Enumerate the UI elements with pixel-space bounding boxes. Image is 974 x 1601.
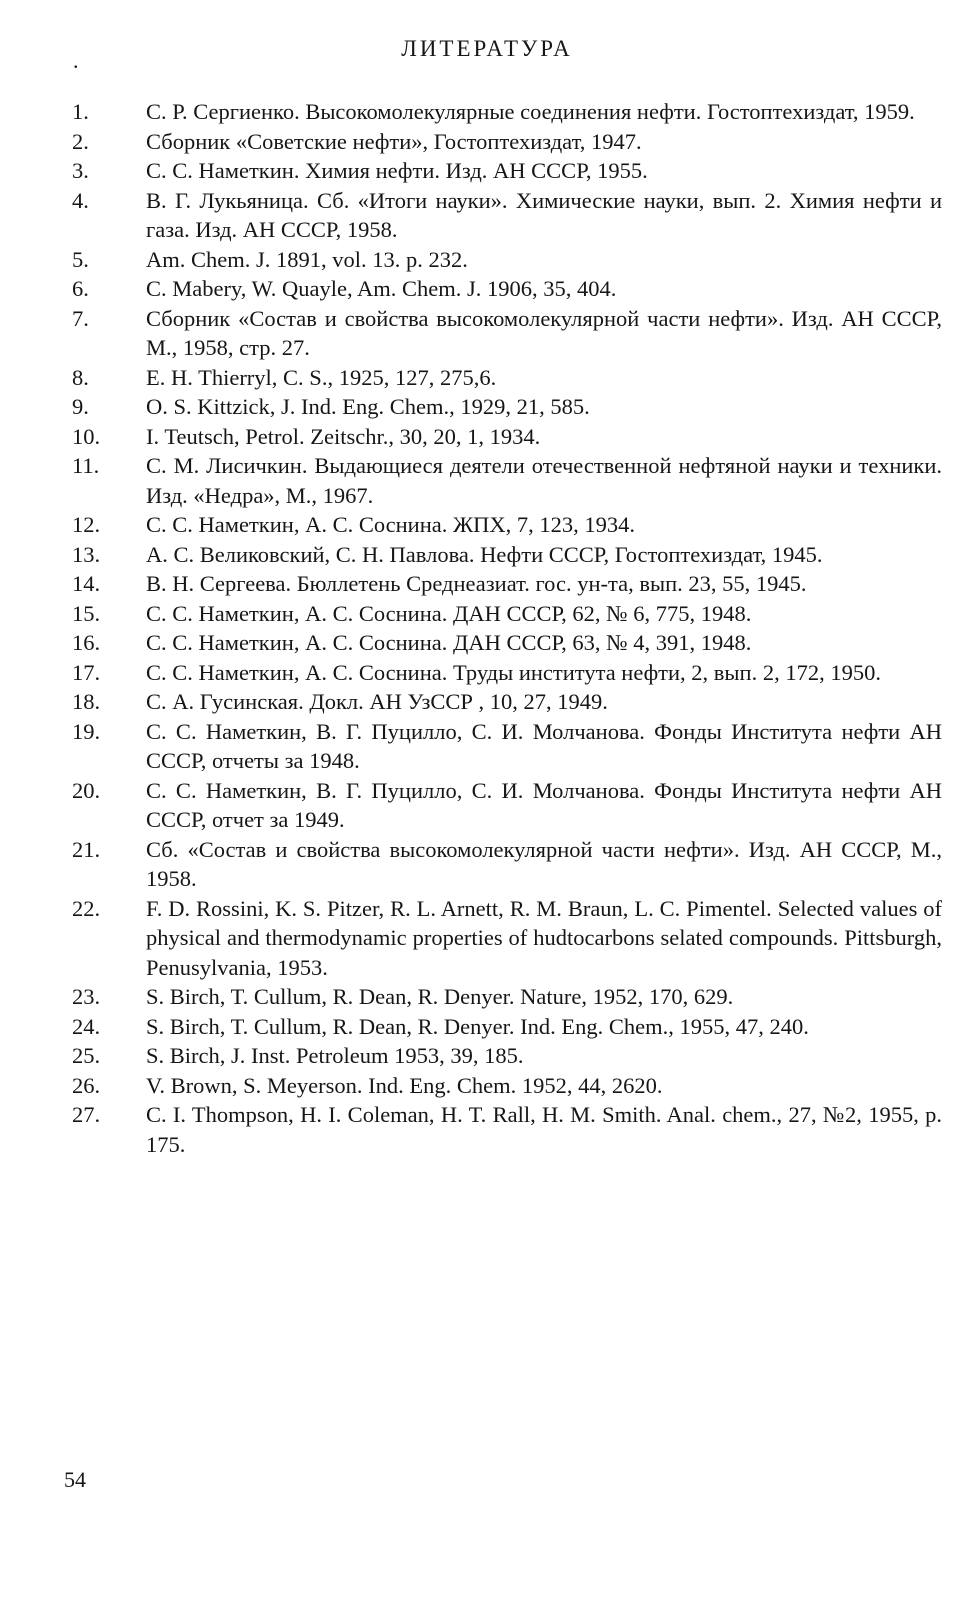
reference-number: 11. [72,453,100,478]
reference-item [72,776,942,835]
reference-item [72,835,942,894]
reference-text: С. С. Наметкин, А. С. Соснина. ДАН СССР, 62, № 6, 775, 1948. [146,600,752,626]
reference-item [72,982,942,1012]
reference-text: С. С. Наметкин, А. С. Соснина. Труды института нефти, 2, вып. 2, 172, 1950. [146,659,881,685]
reference-number: 6. [72,276,89,301]
reference-text: S. Birch, J. Inst. Petroleum 1953, 39, 185. [146,1043,524,1068]
reference-item [72,1012,942,1042]
reference-number: 22. [72,895,101,921]
reference-number: 2. [72,128,89,154]
reference-number: 24. [72,1013,101,1039]
reference-item [72,451,942,510]
reference-text: В. Н. Сергеева. Бюллетень Среднеазиат. гос. ун-та, вып. 23, 55, 1945. [146,571,807,596]
reference-text: S. Birch, T. Cullum, R. Dean, R. Denyer. Nature, 1952, 170, 629. [146,984,734,1009]
reference-number: 26. [72,1072,101,1098]
reference-number: 16. [72,630,101,655]
reference-text: С. А. Гусинская. Докл. АН УзССР , 10, 27, 1949. [146,689,608,714]
reference-item [72,1100,942,1159]
reference-item [72,717,942,776]
reference-number: 10. [72,423,101,449]
reference-text: С. М. Лисичкин. Выдающиеся деятели отечественной нефтяной науки и техники. Изд. «Недра», М., 1967. [146,453,942,508]
reference-text: Сб. «Состав и свойства высокомолекулярной части нефти». Изд. АН СССР, М., 1958. [146,836,942,891]
reference-item [72,1041,942,1071]
reference-text: S. Birch, T. Cullum, R. Dean, R. Denyer. Ind. Eng. Chem., 1955, 47, 240. [146,1013,809,1039]
reference-text: C. I. Thompson, H. I. Coleman, H. T. Rall, H. M. Smith. Anal. chem., 27, №2, 1955, p. 175. [146,1102,942,1157]
reference-item [72,245,942,275]
reference-item [72,569,942,599]
reference-item [72,628,942,658]
reference-text: С. С. Наметкин. Химия нефти. Изд. АН СССР, 1955. [146,158,648,183]
reference-number: 17. [72,659,101,685]
reference-text: V. Brown, S. Meyerson. Ind. Eng. Chem. 1952, 44, 2620. [146,1072,663,1098]
reference-number: 12. [72,512,101,537]
reference-item [72,156,942,186]
reference-text: O. S. Kittzick, J. Ind. Eng. Chem., 1929, 21, 585. [146,394,590,419]
reference-number: 7. [72,305,89,331]
reference-number: 13. [72,541,101,567]
reference-number: 18. [72,689,101,714]
reference-number: 4. [72,187,89,213]
reference-number: 27. [72,1102,101,1127]
reference-text: С. С. Наметкин, А. С. Соснина. ЖПХ, 7, 123, 1934. [146,512,636,537]
page-number: 54 [64,1467,86,1492]
reference-item [72,422,942,452]
reference-text: С. С. Наметкин, В. Г. Пуцилло, С. И. Молчанова. Фонды Института нефти АН СССР, отчеты за 1948. [146,718,942,773]
reference-item [72,127,942,157]
reference-item [72,274,942,304]
reference-item [72,599,942,629]
reference-item [72,510,942,540]
reference-number: 3. [72,158,89,183]
reference-text: Am. Chem. J. 1891, vol. 13. p. 232. [146,246,468,272]
reference-number: 25. [72,1043,101,1068]
reference-number: 15. [72,600,101,626]
reference-number: 8. [72,364,89,390]
reference-text: E. H. Thierryl, C. S., 1925, 127, 275,6. [146,364,497,390]
stray-dot: . [73,48,79,73]
reference-item [72,304,942,363]
reference-item [72,894,942,983]
reference-item [72,97,942,127]
reference-text: I. Teutsch, Petrol. Zeitschr., 30, 20, 1, 1934. [146,423,541,449]
reference-text: С. С. Наметкин, В. Г. Пуцилло, С. И. Молчанова. Фонды Института нефти АН СССР, отчет за 1949. [146,777,942,832]
reference-number: 5. [72,246,89,272]
reference-number: 1. [72,99,89,124]
reference-item [72,392,942,422]
reference-item [72,186,942,245]
reference-text: С. С. Наметкин, А. С. Соснина. ДАН СССР, 63, № 4, 391, 1948. [146,630,752,655]
reference-text: C. Mabery, W. Quayle, Am. Chem. J. 1906, 35, 404. [146,276,617,301]
reference-item [72,1071,942,1101]
reference-number: 23. [72,984,101,1009]
reference-item [72,363,942,393]
reference-item [72,687,942,717]
reference-list [72,97,942,1159]
reference-number: 9. [72,394,89,419]
reference-item [72,540,942,570]
page-heading: ЛИТЕРАТУРА [401,36,573,61]
reference-text: F. D. Rossini, K. S. Pitzer, R. L. Arnett, R. M. Braun, L. C. Pimentel. Selected values of physical and thermodynamic properties of hudtocarbons selated compounds. Pittsburgh, Penusylvania, 1953. [146,895,942,980]
reference-number: 19. [72,718,101,744]
reference-item [72,658,942,688]
reference-number: 14. [72,571,101,596]
reference-text: А. С. Великовский, С. Н. Павлова. Нефти СССР, Гостоптехиздат, 1945. [146,541,823,567]
reference-number: 21. [72,836,101,862]
reference-number: 20. [72,777,101,803]
reference-text: С. Р. Сергиенко. Высокомолекулярные соединения нефти. Гостоптехиздат, 1959. [146,99,915,124]
reference-text: Сборник «Советские нефти», Гостоптехиздат, 1947. [146,128,642,154]
reference-text: В. Г. Лукьяница. Сб. «Итоги науки». Химические науки, вып. 2. Химия нефти и газа. Изд. АН СССР, 1958. [146,187,942,242]
reference-text: Сборник «Состав и свойства высокомолекулярной части нефти». Изд. АН СССР, М., 1958, стр. 27. [146,305,942,360]
